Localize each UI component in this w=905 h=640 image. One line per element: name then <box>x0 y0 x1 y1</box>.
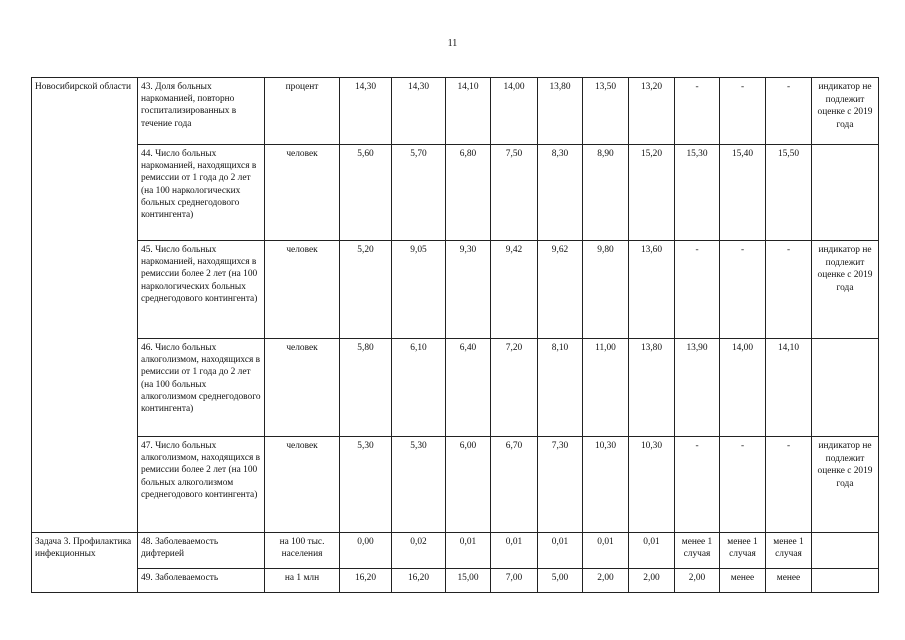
value-cell: 6,00 <box>446 437 491 533</box>
value-cell: 5,60 <box>340 145 392 241</box>
value-cell: 9,05 <box>392 241 446 339</box>
value-cell: - <box>675 437 720 533</box>
value-cell: 0,01 <box>491 533 538 569</box>
value-cell: 8,10 <box>538 339 583 437</box>
note-cell <box>812 339 879 437</box>
unit-cell: на 1 млн <box>265 569 340 593</box>
note-cell: индикатор не подлежит оценке с 2019 года <box>812 78 879 145</box>
value-cell: 15,30 <box>675 145 720 241</box>
value-cell: 0,00 <box>340 533 392 569</box>
value-cell: менее 1 случая <box>675 533 720 569</box>
region-cell: Новосибирской области <box>32 78 138 533</box>
indicator-name: 46. Число больных алкоголизмом, находящихся в ремиссии от 1 года до 2 лет (на 100 больных алкоголизмом среднегодового контингента) <box>138 339 265 437</box>
value-cell: - <box>766 241 812 339</box>
value-cell: 0,01 <box>446 533 491 569</box>
note-cell: индикатор не подлежит оценке с 2019 года <box>812 437 879 533</box>
value-cell: 5,70 <box>392 145 446 241</box>
value-cell: 2,00 <box>629 569 675 593</box>
table-row <box>32 339 879 437</box>
value-cell: менее <box>720 569 766 593</box>
value-cell: - <box>720 78 766 145</box>
value-cell: 2,00 <box>675 569 720 593</box>
value-cell: 14,30 <box>340 78 392 145</box>
value-cell: 8,90 <box>583 145 629 241</box>
value-cell: 9,30 <box>446 241 491 339</box>
note-cell <box>812 533 879 569</box>
indicator-name: 49. Заболеваемость <box>138 569 265 593</box>
value-cell: 7,00 <box>491 569 538 593</box>
value-cell: 14,00 <box>720 339 766 437</box>
value-cell: 14,00 <box>491 78 538 145</box>
table-row <box>32 437 879 533</box>
indicator-name: 44. Число больных наркоманией, находящихся в ремиссии от 1 года до 2 лет (на 100 наркологических больных среднегодового контингента) <box>138 145 265 241</box>
value-cell: 16,20 <box>340 569 392 593</box>
table-row <box>32 78 879 145</box>
value-cell: 11,00 <box>583 339 629 437</box>
value-cell: - <box>766 437 812 533</box>
value-cell: менее 1 случая <box>720 533 766 569</box>
indicator-name: 45. Число больных наркоманией, находящихся в ремиссии более 2 лет (на 100 наркологических больных среднегодового контингента) <box>138 241 265 339</box>
value-cell: 5,80 <box>340 339 392 437</box>
value-cell: 5,00 <box>538 569 583 593</box>
value-cell: 7,30 <box>538 437 583 533</box>
value-cell: менее 1 случая <box>766 533 812 569</box>
value-cell: - <box>766 78 812 145</box>
value-cell: 13,90 <box>675 339 720 437</box>
value-cell: 6,40 <box>446 339 491 437</box>
indicators-table <box>31 77 879 593</box>
value-cell: - <box>675 78 720 145</box>
unit-cell: человек <box>265 339 340 437</box>
value-cell: 13,80 <box>629 339 675 437</box>
note-cell <box>812 569 879 593</box>
value-cell: 16,20 <box>392 569 446 593</box>
unit-cell: человек <box>265 437 340 533</box>
value-cell: 10,30 <box>629 437 675 533</box>
value-cell: 7,50 <box>491 145 538 241</box>
value-cell: 14,10 <box>766 339 812 437</box>
value-cell: - <box>720 437 766 533</box>
value-cell: 0,01 <box>629 533 675 569</box>
table-row <box>32 569 879 593</box>
value-cell: 8,30 <box>538 145 583 241</box>
value-cell: 15,40 <box>720 145 766 241</box>
value-cell: 15,00 <box>446 569 491 593</box>
value-cell: 13,60 <box>629 241 675 339</box>
note-cell <box>812 145 879 241</box>
task-cell: Задача 3. Профилактика инфекционных <box>32 533 138 593</box>
table-row <box>32 533 879 569</box>
value-cell: 9,62 <box>538 241 583 339</box>
value-cell: 6,80 <box>446 145 491 241</box>
value-cell: 13,20 <box>629 78 675 145</box>
value-cell: 5,20 <box>340 241 392 339</box>
value-cell: 6,70 <box>491 437 538 533</box>
value-cell: 2,00 <box>583 569 629 593</box>
value-cell: 5,30 <box>392 437 446 533</box>
value-cell: 15,50 <box>766 145 812 241</box>
unit-cell: человек <box>265 241 340 339</box>
table-row <box>32 145 879 241</box>
value-cell: 6,10 <box>392 339 446 437</box>
value-cell: 0,02 <box>392 533 446 569</box>
table-row <box>32 241 879 339</box>
value-cell: 15,20 <box>629 145 675 241</box>
value-cell: 10,30 <box>583 437 629 533</box>
indicator-name: 47. Число больных алкоголизмом, находящихся в ремиссии более 2 лет (на 100 больных алкоголизмом среднегодового контингента) <box>138 437 265 533</box>
value-cell: 9,80 <box>583 241 629 339</box>
unit-cell: процент <box>265 78 340 145</box>
value-cell: менее <box>766 569 812 593</box>
value-cell: 5,30 <box>340 437 392 533</box>
value-cell: 7,20 <box>491 339 538 437</box>
value-cell: 9,42 <box>491 241 538 339</box>
value-cell: 0,01 <box>583 533 629 569</box>
value-cell: 14,10 <box>446 78 491 145</box>
value-cell: 14,30 <box>392 78 446 145</box>
value-cell: 13,50 <box>583 78 629 145</box>
value-cell: 13,80 <box>538 78 583 145</box>
value-cell: - <box>720 241 766 339</box>
value-cell: 0,01 <box>538 533 583 569</box>
unit-cell: на 100 тыс. населения <box>265 533 340 569</box>
indicator-name: 43. Доля больных наркоманией, повторно госпитализированных в течение года <box>138 78 265 145</box>
unit-cell: человек <box>265 145 340 241</box>
page-number: 11 <box>447 38 458 49</box>
indicator-name: 48. Заболеваемость дифтерией <box>138 533 265 569</box>
value-cell: - <box>675 241 720 339</box>
note-cell: индикатор не подлежит оценке с 2019 года <box>812 241 879 339</box>
